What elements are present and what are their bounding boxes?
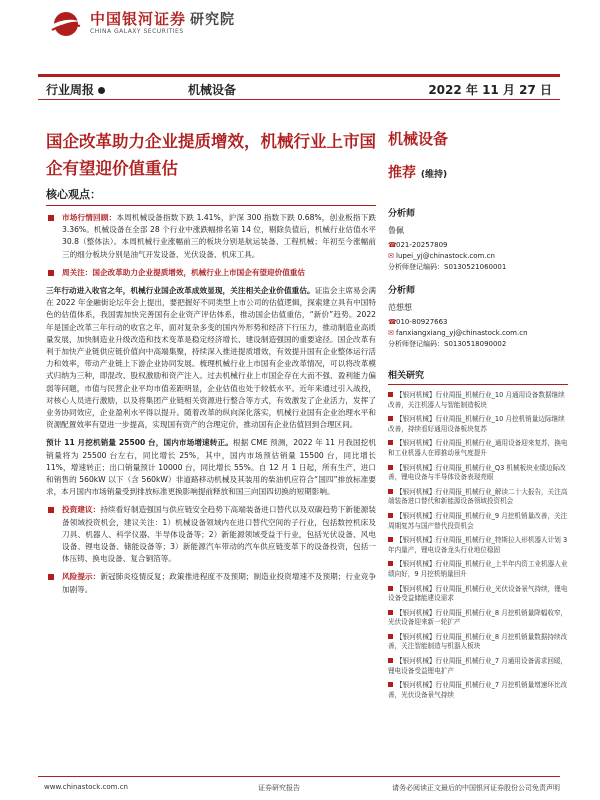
related-item[interactable]: 【银河机械】行业周报_机械行业_特斯拉人形机器人计划 3 年内量产，锂电设备龙头行业地位稳固 <box>388 536 568 554</box>
footer-label: 证券研究报告 <box>258 784 300 792</box>
invest-text: 持续看好制造强国与供应链安全趋势下高端装备进口替代以及双碳趋势下新能源装备领域投资机会，建议关注：1）机械设备领域内在进口替代空间的子行业，包括数控机床及刀具、机器人、科学仪器、半导体设备等；2）新能源领域受益于行业，包括光伏设备、风电设备、锂电设备、储能设备等；3）新能源汽车带动的汽车供应链变革下的设备投资，包括一体压铸、换电设备、复合铜箔等。 <box>62 505 377 564</box>
bullet-square-icon <box>388 610 393 615</box>
report-title: 国企改革助力企业提质增效，机械行业上市国企有望迎价值重估 <box>46 132 376 178</box>
galaxy-logo-icon <box>46 8 86 40</box>
divider <box>46 205 376 206</box>
email-icon: ✉ <box>388 252 394 260</box>
bullet-square-icon <box>388 586 393 591</box>
main-content <box>46 205 376 602</box>
bullet-square-icon <box>48 270 54 276</box>
analyst-cert: 分析师登记编码：S0130521060001 <box>388 263 507 271</box>
risk-label: 风险提示： <box>62 572 101 582</box>
related-research-heading: 相关研究 <box>388 368 568 385</box>
company-logo-text <box>90 8 235 29</box>
paragraph-excavator <box>46 437 376 498</box>
analyst-card <box>388 283 568 350</box>
related-item[interactable]: 【银河机械】行业周报_机械行业_上半年内资工业机器人业绩向好，9 月挖机销量回升 <box>388 560 568 578</box>
report-type: 行业周报 <box>46 81 105 98</box>
analyst-phone: ☎021-20257809 <box>388 241 448 249</box>
bullet-square-icon <box>388 634 393 639</box>
related-item[interactable]: 【银河机械】行业周报_机械行业_通用设备迎来复苏，换电和工业机器人在即推动景气度提升 <box>388 439 568 457</box>
related-research-list <box>388 391 568 700</box>
rating-value: 推荐 <box>388 165 416 181</box>
bullet-square-icon <box>388 440 393 445</box>
analyst-cert: 分析师登记编码：S0130518090002 <box>388 340 507 348</box>
weekly-focus <box>46 267 376 279</box>
market-review <box>46 212 376 261</box>
bullet-square-icon <box>388 561 393 566</box>
report-info-bar <box>38 74 560 100</box>
bullet-square-icon <box>388 465 393 470</box>
bullet-square-icon <box>388 489 393 494</box>
report-date: 2022 年 11 月 27 日 <box>428 83 552 97</box>
related-item[interactable]: 【银河机械】行业周报_机械行业_解读二十大报告，关注高端装备进口替代和新能源设备领域投资机会 <box>388 487 568 506</box>
sector-title: 机械设备 <box>388 130 449 148</box>
related-item[interactable]: 【银河机械】行业周报_机械行业_8 月挖机销量降幅收窄，光伏设备迎来新一轮扩产 <box>388 608 568 627</box>
related-item[interactable]: 【银河机械】行业周报_机械行业_8 月挖机销量数据持续改善，关注智能制造与机器人板块 <box>388 632 568 651</box>
related-item[interactable]: 【银河机械】行业周报_机械行业_10 月挖机销量边际继续改善，持续看好通用设备板块复苏 <box>388 415 565 433</box>
bullet-square-icon <box>388 682 393 687</box>
rating <box>388 162 447 182</box>
related-item[interactable]: 【银河机械】行业周报_机械行业_光伏设备景气持续，锂电设备受益储能建设需求 <box>388 584 568 603</box>
market-text: 本周机械设备指数下跌 1.41%，沪深 300 指数下跌 0.68%，创业板指下跌 3.36%。机械设备在全部 28 个行业中涨跌幅排名第 14 位，剔除负值后，机械行业估值水平 30.8（整体法）。本周机械行业涨幅前三的板块分别是航运装备、工程机械；年初至今涨幅前三的细分板块分别是油气开发设备、光伏设备、机床工具。 <box>62 213 376 259</box>
p1-text: 证监会主席易会满在 2022 年金融街论坛年会上提出，要把握好不同类型上市公司的估值逻辑，探索建立具有中国特色的估值体系，我国需加快完善国有企业资产评估体系，推动国企估值重估，“新价”趋势。2022 年是国企改革三年行动的收官之年，面对复杂多变的国内外形势和经济下行压力，推动制造业高质量发展，加快制造业升级改造和技术变革是稳定经济增长、建设制造强国的重要途径。国企改革有利于加快产业链供应链价值向中高端集聚，持续深入推进提质增效，有效提升国有企业整体运行活力和效率，带动产业链上下游企业协同发展。梳理机械行业上市国有企业改革情况，可以将改革模式归纳为三种，即混改、股权激励和资产注入。过去机械行业上市国企存在大而不强、盈利能力偏弱等问题，市值与民营企业平均市值差距明显，企业估值也处于较低水平。近年来通过引入战投，对核心人员进行激励，以及将集团产业链相关资源进行整合等方式，有效激发了企业活力，发挥了业务协同效应，企业盈利水平得以提升。随着改革的纵向深化落实，机械行业国有企业治理水平和资源配置效率有望进一步提高，实现国有资产的合理定价，推动国有企业估值回到合理区间。 <box>46 286 376 430</box>
related-item[interactable]: 【银河机械】行业周报_机械行业_9 月挖机销量改善，关注周期复苏与国产替代投资机会 <box>388 511 568 530</box>
p2-text: 根据 CME 预测，2022 年 11 月我国挖机销量将为 25500 台左右，同比增长 25%，其中，国内市场预估销量 15500 台，同比增长 11%，增速转正；出口销量预计 10000 台，同比增长 55%。自 12 月 1 日起，所有生产、进口和销售的 560kW 以下（含 560kW）非道路移动机械及其装用的柴油机应符合“国四”排放标准要求，本月国内市场销量受到排放标准更换影响提前释放和国三向国四切换的短期影响。 <box>46 438 376 497</box>
analyst-email[interactable]: ✉ lupei_yj@chinastock.com.cn <box>388 252 495 260</box>
investment-advice <box>46 504 376 565</box>
related-item[interactable]: 【银河机械】行业周报_机械行业_7 月通用设备需求回暖，锂电设备受益锂电扩产 <box>388 657 568 675</box>
report-header <box>0 0 600 60</box>
page-footer <box>38 776 560 792</box>
market-label: 市场行情回顾： <box>62 213 117 222</box>
website-link[interactable]: www.chinastock.com.cn <box>44 783 128 791</box>
phone-icon: ☎ <box>388 241 397 249</box>
bullet-square-icon <box>48 215 54 221</box>
email-icon: ✉ <box>388 329 394 337</box>
analyst-phone: ☎010-80927663 <box>388 318 448 326</box>
sidebar <box>388 206 568 705</box>
related-item[interactable]: 【银河机械】行业周报_机械行业_10 月通用设备数据继续改善，关注机器人与智能制造板块 <box>388 391 565 409</box>
invest-label: 投资建议： <box>62 505 101 515</box>
institute-name: 研究院 <box>190 12 236 28</box>
risk-text: 新冠肺炎疫情反复；政策推进程度不及预期；制造业投资增速不及预期；行业竞争加剧等。 <box>62 572 377 594</box>
analyst-card <box>388 206 568 273</box>
focus-label: 周关注： <box>62 267 93 277</box>
rating-note: (维持) <box>420 170 448 180</box>
footer-disclaimer: 请务必阅读正文最后的中国银河证券股份公司免责声明 <box>392 784 560 792</box>
analyst-name: 鲁佩 <box>388 226 404 235</box>
p1-lead: 三年行动进入收官之年，机械行业国企改革成效显现，关注相关企业价值重估。 <box>46 286 315 296</box>
bullet-square-icon <box>48 574 54 580</box>
bullet-square-icon <box>388 416 393 421</box>
related-item[interactable]: 【银河机械】行业周报_机械行业_Q3 机械板块业绩边际改善，锂电设备与半导体设备表现亮眼 <box>388 463 566 482</box>
bullet-square-icon <box>388 392 393 397</box>
phone-icon: ☎ <box>388 318 397 326</box>
risk-warning <box>46 571 376 595</box>
bullet-square-icon <box>388 537 393 542</box>
company-name: 中国银河证券 <box>90 10 187 28</box>
bullet-dot-icon <box>98 87 105 94</box>
analyst-label: 分析师 <box>388 209 416 219</box>
related-item[interactable]: 【银河机械】行业周报_机械行业_7 月挖机销量增速环比改善，光伏设备景气持续 <box>388 681 568 699</box>
company-name-en: CHINA GALAXY SECURITIES <box>90 28 184 35</box>
core-views-heading: 核心观点： <box>46 188 101 201</box>
focus-text: 国企改革助力企业提质增效，机械行业上市国企有望迎价值重估 <box>92 267 305 277</box>
bullet-square-icon <box>388 513 393 518</box>
analyst-email[interactable]: ✉ fanxiangxiang_yj@chinastock.com.cn <box>388 329 528 337</box>
analyst-label: 分析师 <box>388 286 416 296</box>
p2-lead: 预计 11 月挖机销量 25500 台，国内市场增速转正。 <box>46 438 233 448</box>
report-sector: 机械设备 <box>188 83 237 97</box>
paragraph-soe-reform <box>46 285 376 431</box>
bullet-square-icon <box>48 507 54 513</box>
analyst-name: 范想想 <box>388 303 412 312</box>
bullet-square-icon <box>388 658 393 663</box>
